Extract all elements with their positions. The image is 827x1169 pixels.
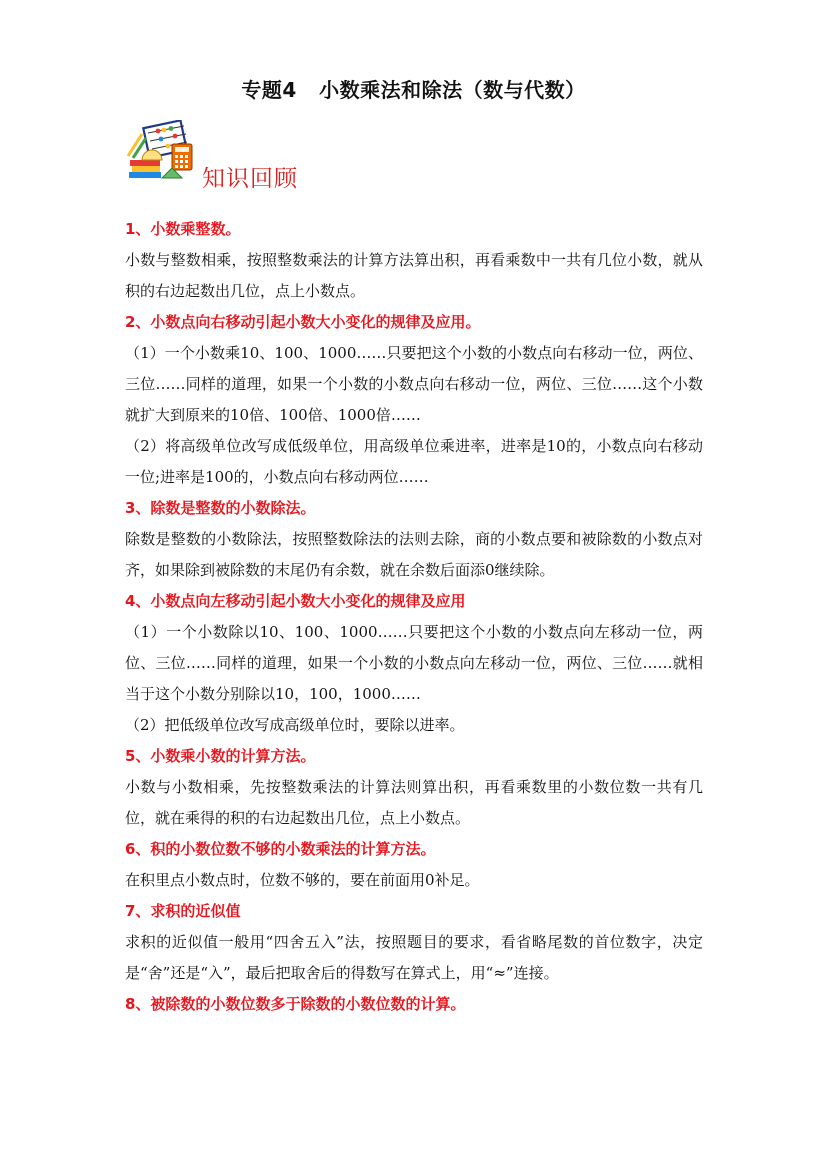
section-paragraph: 小数与整数相乘，按照整数乘法的计算方法算出积，再看乘数中一共有几位小数，就从积的右边起数出几位，点上小数点。 (125, 251, 703, 300)
section-paragraph: 在积里点小数点时，位数不够的，要在前面用0补足。 (125, 871, 480, 889)
section-heading: 3、除数是整数的小数除法。 (125, 499, 316, 517)
section-heading: 7、求积的近似值 (125, 902, 241, 920)
section-paragraph: （1）一个小数乘10、100、1000……只要把这个小数的小数点向右移动一位，两位、三位……同样的道理，如果一个小数的小数点向右移动一位，两位、三位……这个小数就扩大到原来的10倍、100倍、1000倍…… (125, 344, 703, 424)
section-heading: 1、小数乘整数。 (125, 220, 241, 238)
section-paragraph: （1）一个小数除以10、100、1000……只要把这个小数的小数点向左移动一位，两位、三位……同样的道理，如果一个小数的小数点向左移动一位，两位、三位……就相当于这个小数分别除以10，100，1000…… (125, 623, 703, 703)
section-heading: 8、被除数的小数位数多于除数的小数位数的计算。 (125, 995, 466, 1013)
section-paragraph: （2）把低级单位改写成高级单位时，要除以进率。 (125, 716, 465, 734)
section-heading: 6、积的小数位数不够的小数乘法的计算方法。 (125, 840, 436, 858)
content-body (125, 214, 703, 1020)
math-tools-clipart-icon (124, 120, 200, 182)
page-title: 专题4 小数乘法和除法（数与代数） (241, 78, 586, 102)
section-paragraph: （2）将高级单位改写成低级单位，用高级单位乘进率，进率是10的，小数点向右移动一位;进率是100的，小数点向右移动两位…… (125, 437, 703, 486)
section-paragraph: 小数与小数相乘，先按整数乘法的计算法则算出积，再看乘数里的小数位数一共有几位，就在乘得的积的右边起数出几位，点上小数点。 (125, 778, 703, 827)
section-heading: 5、小数乘小数的计算方法。 (125, 747, 316, 765)
section-heading: 4、小数点向左移动引起小数大小变化的规律及应用 (125, 592, 466, 610)
banner-label: 知识回顾 (202, 166, 298, 192)
section-paragraph: 求积的近似值一般用“四舍五入”法，按照题目的要求，看省略尾数的首位数字，决定是“舍”还是“入”，最后把取舍后的得数写在算式上，用“≈”连接。 (125, 933, 703, 982)
section-paragraph: 除数是整数的小数除法，按照整数除法的法则去除，商的小数点要和被除数的小数点对齐，如果除到被除数的末尾仍有余数，就在余数后面添0继续除。 (125, 530, 703, 579)
knowledge-review-banner (124, 120, 324, 192)
section-heading: 2、小数点向右移动引起小数大小变化的规律及应用。 (125, 313, 481, 331)
